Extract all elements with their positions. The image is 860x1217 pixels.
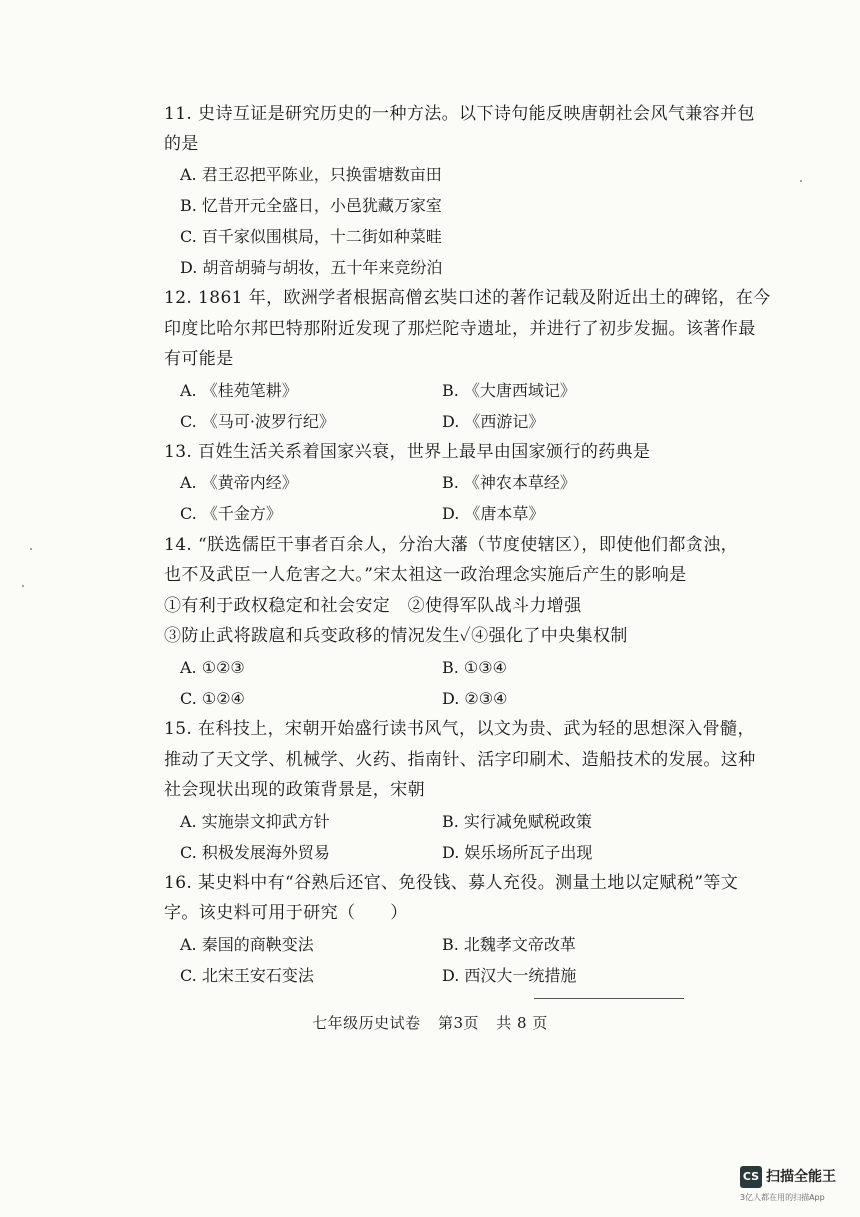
q15-stem-line-3: 社会现状出现的政策背景是，宋朝 (164, 780, 425, 800)
q14-option-c: C. ①②④ (180, 689, 245, 708)
q14-stem-line-2: 也不及武臣一人危害之大。”宋太祖这一政治理念实施后产生的影响是 (164, 565, 687, 585)
q12-stem-line-3: 有可能是 (164, 349, 234, 369)
q14-stem-line-3: ①有利于政权稳定和社会安定 ②使得军队战斗力增强 (164, 596, 582, 616)
q14-stem-line-4: ③防止武将跋扈和兵变政移的情况发生✓④强化了中央集权制 (164, 626, 628, 646)
scanner-logo-icon: CS (740, 1166, 762, 1188)
q11-stem-line-2: 的是 (164, 134, 199, 154)
q12-option-b: B. 《大唐西域记》 (442, 381, 576, 400)
footer-course: 七年级历史试卷 (312, 1014, 421, 1032)
q14-option-d: D. ②③④ (442, 689, 508, 708)
q11-option-c: C. 百千家似围棋局，十二街如种菜畦 (180, 227, 442, 246)
footer-rule (534, 998, 684, 999)
q16-option-b: B. 北魏孝文帝改革 (442, 935, 576, 954)
page-footer (0, 1012, 860, 1033)
q15-option-a: A. 实施崇文抑武方针 (180, 812, 330, 831)
q16-stem-line-2: 字。该史料可用于研究（ ） (164, 903, 408, 923)
q16-stem-line-1: 16. 某史料中有“谷熟后还官、免役钱、募人充役。测量土地以定赋税”等文 (164, 873, 739, 893)
q14-option-b: B. ①③④ (442, 658, 507, 677)
scan-speck (30, 548, 32, 550)
q15-stem-line-1: 15. 在科技上，宋朝开始盛行读书风气，以文为贵、武为轻的思想深入骨髓， (164, 719, 755, 739)
q13-option-a: A. 《黄帝内经》 (180, 473, 298, 492)
q16-option-c: C. 北宋王安石变法 (180, 966, 314, 985)
footer-total: 共 8 页 (496, 1014, 548, 1032)
q13-option-c: C. 《千金方》 (180, 504, 282, 523)
q14-stem-line-1: 14. “朕选儒臣干事者百余人，分治大藩（节度使辖区），即使他们都贪浊， (164, 535, 739, 555)
q15-option-d: D. 娱乐场所瓦子出现 (442, 843, 593, 862)
scan-speck (800, 180, 802, 182)
q12-option-a: A. 《桂苑笔耕》 (180, 381, 298, 400)
q15-option-c: C. 积极发展海外贸易 (180, 843, 330, 862)
q14-option-a: A. ①②③ (180, 658, 245, 677)
q12-option-d: D. 《西游记》 (442, 412, 545, 431)
q12-stem-line-1: 12. 1861 年，欧洲学者根据高僧玄奘口述的著作记载及附近出土的碑铭，在今 (164, 288, 771, 308)
scanner-brand-name: 扫描全能王 (766, 1169, 836, 1185)
footer-page: 第3页 (437, 1014, 479, 1032)
q16-option-a: A. 秦国的商鞅变法 (180, 935, 314, 954)
q11-stem-line-1: 11. 史诗互证是研究历史的一种方法。以下诗句能反映唐朝社会风气兼容并包 (164, 104, 755, 124)
q11-option-d: D. 胡音胡骑与胡妆，五十年来竞纷泊 (180, 258, 443, 277)
q11-option-a: A. 君王忍把平陈业，只换雷塘数亩田 (180, 165, 442, 184)
q13-option-d: D. 《唐本草》 (442, 504, 545, 523)
scanner-watermark (740, 1166, 850, 1210)
q13-stem-line-1: 13. 百姓生活关系着国家兴衰，世界上最早由国家颁行的药典是 (164, 442, 651, 462)
scan-speck (22, 585, 24, 587)
q13-option-b: B. 《神农本草经》 (442, 473, 576, 492)
scanner-tagline: 3亿人都在用的扫描App (740, 1193, 825, 1202)
q15-option-b: B. 实行减免赋税政策 (442, 812, 592, 831)
q16-option-d: D. 西汉大一统措施 (442, 966, 577, 985)
q11-option-b: B. 忆昔开元全盛日，小邑犹藏万家室 (180, 196, 442, 215)
q12-stem-line-2: 印度比哈尔邦巴特那附近发现了那烂陀寺遗址，并进行了初步发掘。该著作最 (164, 319, 756, 339)
q15-stem-line-2: 推动了天文学、机械学、火药、指南针、活字印刷术、造船技术的发展。这种 (164, 750, 756, 770)
q12-option-c: C. 《马可·波罗行纪》 (180, 412, 335, 431)
